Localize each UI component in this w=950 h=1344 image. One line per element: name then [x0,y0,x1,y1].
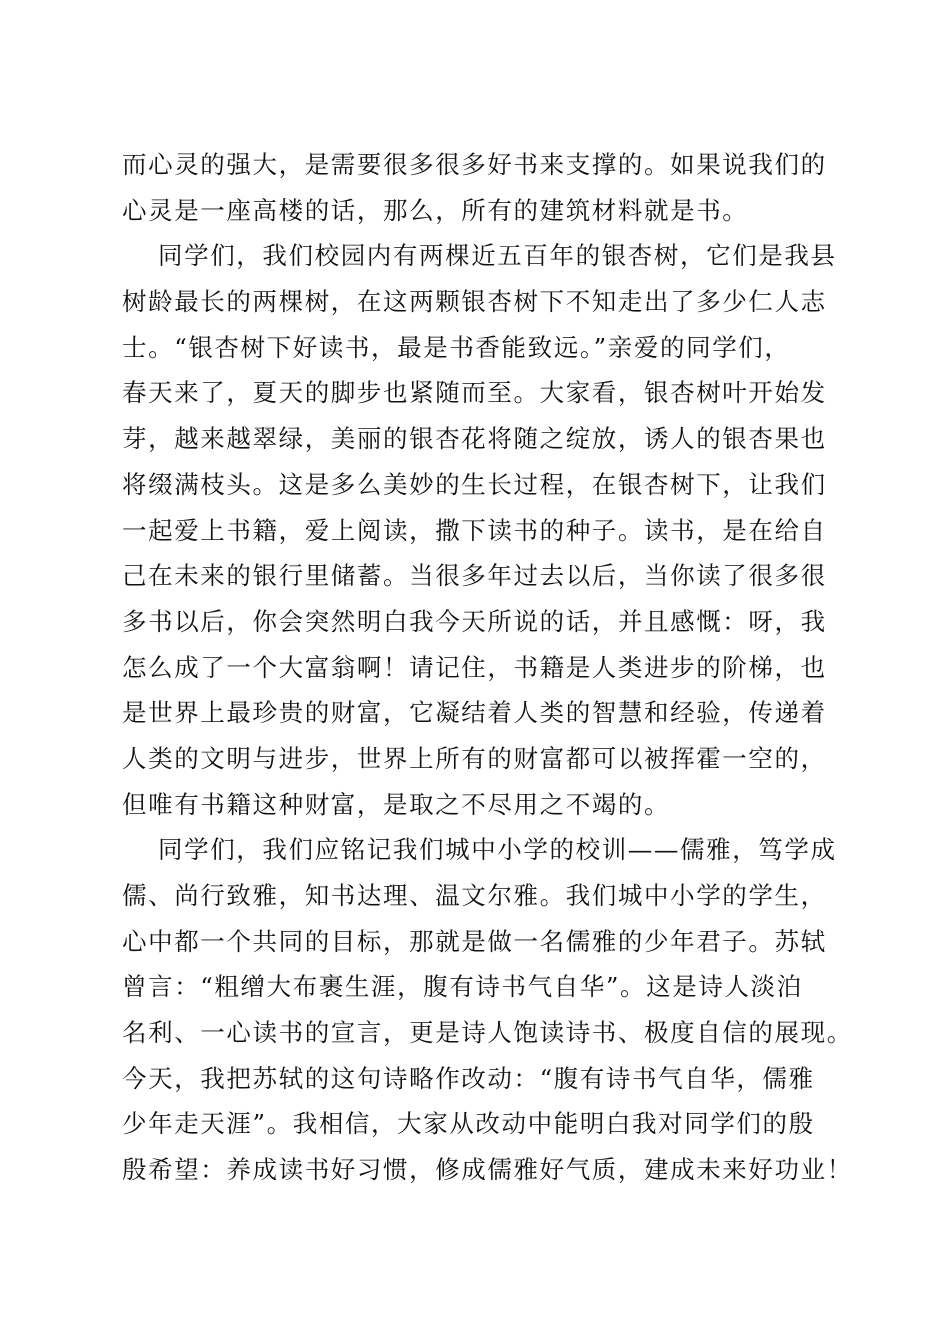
text-line: 名利、一心读书的宣言，更是诗人饱读诗书、极度自信的展现。 [122,1018,853,1048]
paragraph-2 [122,233,837,827]
text-line: 而心灵的强大，是需要很多很多好书来支撑的。如果说我们的 [122,150,827,179]
document-page [122,142,853,1193]
text-line: 多书以后，你会突然明白我今天所说的话，并且感慨：呀，我 [122,606,827,636]
text-line: 心中都一个共同的目标，那就是做一名儒雅的少年君子。苏轼 [122,926,827,956]
text-line: 士。“银杏树下好读书，最是书香能致远。”亲爱的同学们， [122,332,791,362]
paragraph-1 [122,142,837,233]
text-line: 芽，越来越翠绿，美丽的银杏花将随之绽放，诱人的银杏果也 [122,424,827,454]
text-line: 但唯有书籍这种财富，是取之不尽用之不竭的。 [122,789,671,819]
text-line: 同学们，我们校园内有两棵近五百年的银杏树，它们是我县 [158,241,837,271]
text-line: 一起爱上书籍，爱上阅读，撒下读书的种子。读书，是在给自 [122,515,827,545]
text-line: 心灵是一座高楼的话，那么，所有的建筑材料就是书。 [122,195,749,225]
text-line: 今天，我把苏轼的这句诗略作改动：“腹有诗书气自华，儒雅 [122,1063,815,1093]
text-line: 树龄最长的两棵树，在这两颗银杏树下不知走出了多少仁人志 [122,287,827,317]
text-line: 将缀满枝头。这是多么美妙的生长过程，在银杏树下，让我们 [122,469,827,499]
text-line: 殷希望：养成读书好习惯，修成儒雅好气质，建成未来好功业！ [122,1155,853,1185]
text-line: 怎么成了一个大富翁啊！请记住，书籍是人类进步的阶梯，也 [122,652,827,682]
text-line: 己在未来的银行里储蓄。当很多年过去以后，当你读了很多很 [122,561,827,591]
text-line: 少年走天涯”。我相信，大家从改动中能明白我对同学们的殷 [122,1109,815,1139]
text-line: 人类的文明与进步，世界上所有的财富都可以被挥霍一空的， [122,743,827,773]
text-line: 曾言：“粗缯大布裹生涯，腹有诗书气自华”。这是诗人淡泊 [122,972,803,1002]
paragraph-3 [122,827,853,1193]
text-line: 春天来了，夏天的脚步也紧随而至。大家看，银杏树叶开始发 [122,378,827,408]
text-line: 是世界上最珍贵的财富，它凝结着人类的智慧和经验，传递着 [122,698,827,728]
text-line: 同学们，我们应铭记我们城中小学的校训——儒雅，笃学成 [158,835,837,865]
text-line: 儒、尚行致雅，知书达理、温文尔雅。我们城中小学的学生， [122,881,827,910]
